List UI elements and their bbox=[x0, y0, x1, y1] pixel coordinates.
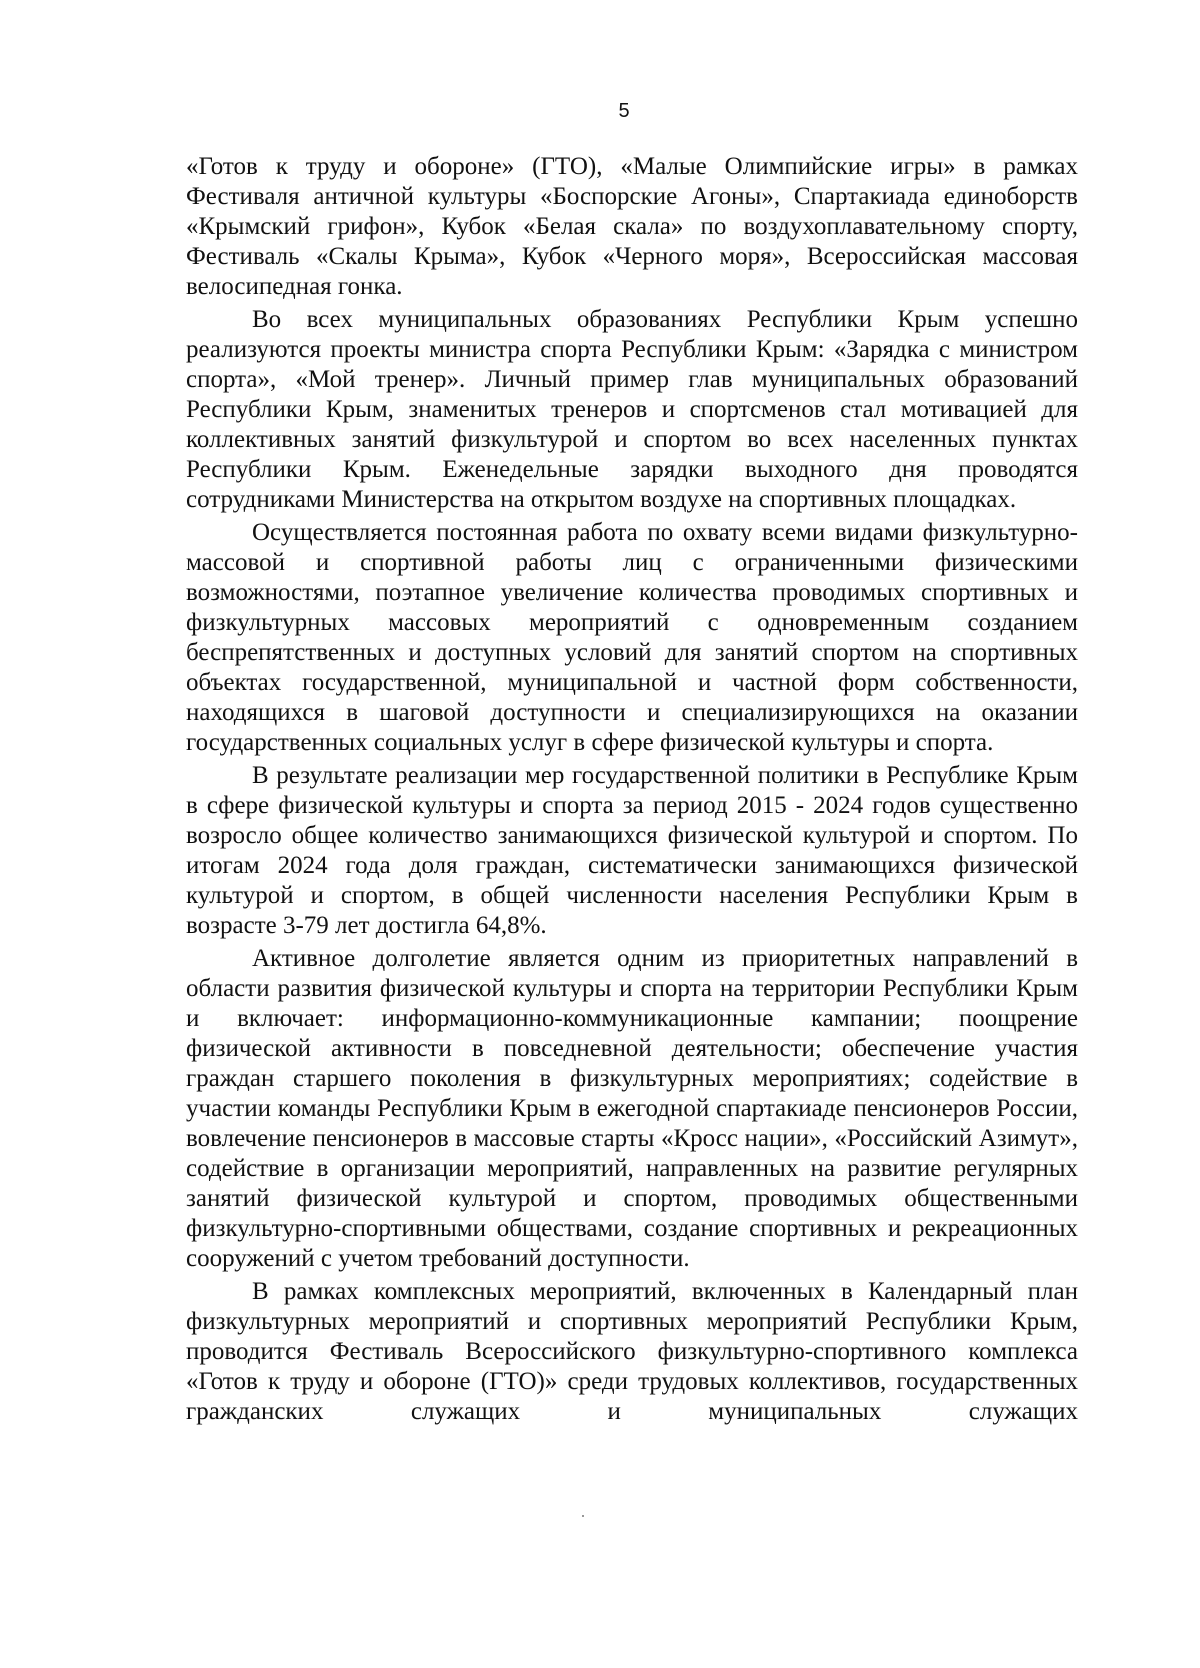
paragraph-6: В рамках комплексных мероприятий, включенных в Календарный план физкультурных мероприятий и спортивных мероприятий Республики Крым, проводится Фестиваль Всероссийского физкультурно-спортивного комплекса «Готов к труду и обороне (ГТО)» среди трудовых коллективов, государственных гражданских служащих и муниципальных служащих bbox=[186, 1278, 1078, 1425]
paragraph-4: В результате реализации мер государственной политики в Республике Крым в сфере физической культуры и спорта за период 2015 - 2024 годов существенно возросло общее количество занимающихся физической культурой и спортом. По итогам 2024 года доля граждан, систематически занимающихся физической культурой и спортом, в общей численности населения Республики Крым в возрасте 3-79 лет достигла 64,8%. bbox=[186, 762, 1078, 939]
page-number: 5 bbox=[618, 100, 630, 122]
paragraph-5: Активное долголетие является одним из приоритетных направлений в области развития физической культуры и спорта на территории Республики Крым и включает: информационно-коммуникационные кампании; поощрение физической активности в повседневной деятельности; обеспечение участия граждан старшего поколения в физкультурных мероприятиях; содействие в участии команды Республики Крым в ежегодной спартакиаде пенсионеров России, вовлечение пенсионеров в массовые старты «Кросс нации», «Российский Азимут», содействие в организации мероприятий, направленных на развитие регулярных занятий физической культурой и спортом, проводимых общественными физкультурно-спортивными обществами, создание спортивных и рекреационных сооружений с учетом требований доступности. bbox=[186, 945, 1078, 1272]
document-body bbox=[186, 152, 1078, 1430]
paragraph-2: Во всех муниципальных образованиях Республики Крым успешно реализуются проекты министра спорта Республики Крым: «Зарядка с министром спорта», «Мой тренер». Личный пример глав муниципальных образований Республики Крым, знаменитых тренеров и спортсменов стал мотивацией для коллективных занятий физкультурой и спортом во всех населенных пунктах Республики Крым. Еженедельные зарядки выходного дня проводятся сотрудниками Министерства на открытом воздухе на спортивных площадках. bbox=[186, 306, 1078, 513]
scan-speck bbox=[582, 1515, 584, 1517]
paragraph-1: «Готов к труду и обороне» (ГТО), «Малые Олимпийские игры» в рамках Фестиваля античной культуры «Боспорские Агоны», Спартакиада единоборств «Крымский грифон», Кубок «Белая скала» по воздухоплавательному спорту, Фестиваль «Скалы Крыма», Кубок «Черного моря», Всероссийская массовая велосипедная гонка. bbox=[186, 153, 1078, 300]
paragraph-3: Осуществляется постоянная работа по охвату всеми видами физкультурно-массовой и спортивной работы лиц с ограниченными физическими возможностями, поэтапное увеличение количества проводимых спортивных и физкультурных массовых мероприятий с одновременным созданием беспрепятственных и доступных условий для занятий спортом на спортивных объектах государственной, муниципальной и частной форм собственности, находящихся в шаговой доступности и специализирующихся на оказании государственных социальных услуг в сфере физической культуры и спорта. bbox=[186, 519, 1078, 756]
